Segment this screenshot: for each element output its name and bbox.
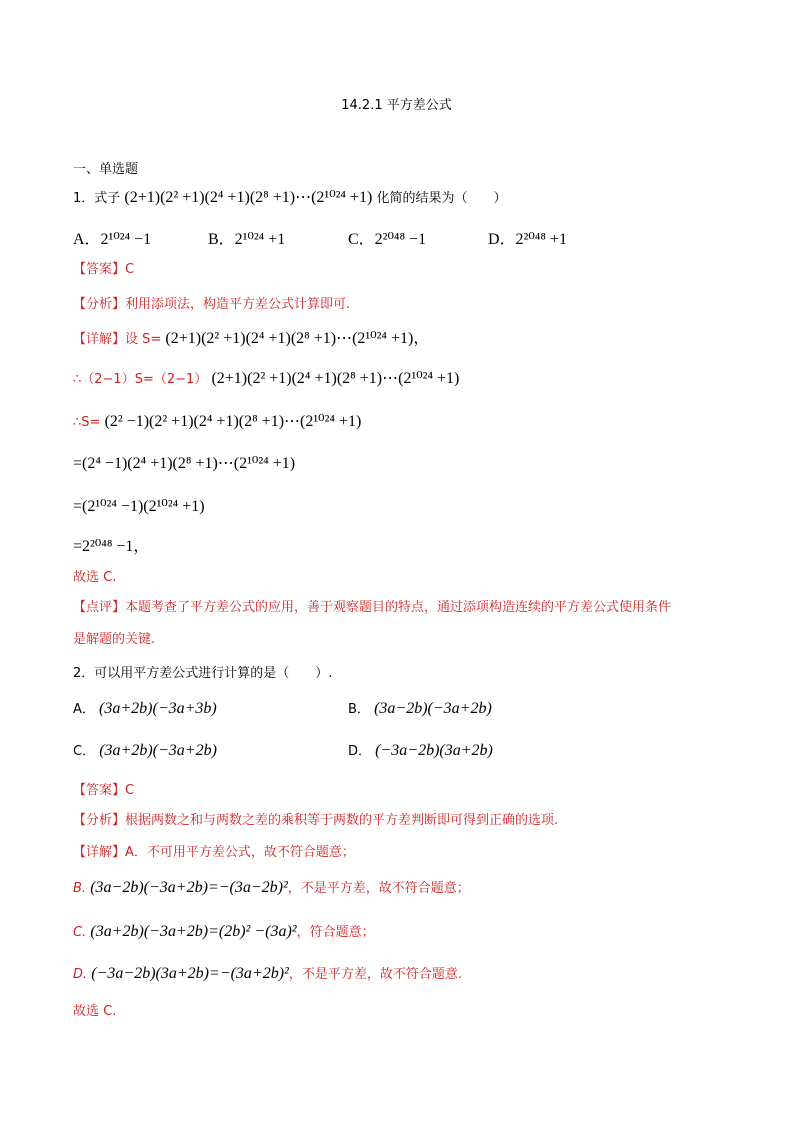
q2-detail-d-label: D. [73,967,88,982]
q2-detail: 【详解】A．不可用平方差公式，故不符合题意； [73,845,355,860]
q1-option-a: A．2¹⁰²⁴ −1 [73,231,152,248]
q2-detail-d-tail: ，不是平方差，故不符合题意. [288,967,462,982]
q1-option-b: B．2¹⁰²⁴ +1 [208,231,286,248]
q2-detail-b-tail: ，不是平方差，故不符合题意； [287,881,470,896]
question-2: 2．可以用平方差公式进行计算的是（ ）. [73,666,333,681]
q1-step-1-expression: (2+1)(2² +1)(2⁴ +1)(2⁸ +1)⋯(2¹⁰²⁴ +1) [211,370,460,387]
q2-option-b [348,699,492,720]
q2-option-b-expression: (3a−2b)(−3a+2b) [374,700,492,717]
q1-step-3: =(2⁴ −1)(2⁴ +1)(2⁸ +1)⋯(2¹⁰²⁴ +1) [73,455,296,472]
section-heading: 一、单选题 [73,162,139,177]
q2-detail-b [73,878,470,899]
q1-detail-label: 【详解】设 S= [73,332,162,347]
q2-option-a [73,699,217,720]
q2-detail-d-expression: (−3a−2b)(3a+2b)=−(3a+2b)² [91,965,289,982]
q1-detail-expression: (2+1)(2² +1)(2⁴ +1)(2⁸ +1)⋯(2¹⁰²⁴ +1)， [165,330,430,347]
q2-option-a-expression: (3a+2b)(−3a+3b) [99,700,217,717]
question-1-number: 1．式子 [73,191,121,206]
q1-choose: 故选 C. [73,570,117,585]
question-1-expression: (2+1)(2² +1)(2⁴ +1)(2⁸ +1)⋯(2¹⁰²⁴ +1) [124,189,373,206]
q2-detail-c-expression: (3a+2b)(−3a+2b)=(2b)² −(3a)² [90,923,297,940]
q2-detail-c-label: C. [73,925,87,940]
q1-comment-line-1: 【点评】本题考查了平方差公式的应用，善于观察题目的特点，通过添项构造连续的平方差公式使用条件 [73,600,672,615]
q2-detail-d [73,964,462,985]
q2-option-c [73,741,217,762]
question-1 [73,188,507,209]
q2-detail-b-label: B. [73,881,87,896]
q1-detail [73,329,429,350]
q1-answer: 【答案】C [73,262,135,277]
q1-step-1 [73,369,459,390]
q1-analysis: 【分析】利用添项法，构造平方差公式计算即可. [73,297,351,312]
q2-choose: 故选 C. [73,1004,117,1019]
q1-option-c: C．2²⁰⁴⁸ −1 [348,231,427,248]
q2-detail-b-expression: (3a−2b)(−3a+2b)=−(3a−2b)² [90,879,288,896]
q1-comment-line-2: 是解题的关键. [73,632,156,647]
q1-step-2 [73,412,361,433]
q2-answer: 【答案】C [73,783,135,798]
q1-step-4: =(2¹⁰²⁴ −1)(2¹⁰²⁴ +1) [73,498,205,515]
q2-option-d-expression: (−3a−2b)(3a+2b) [375,742,493,759]
q1-step-2-expression: (2² −1)(2² +1)(2⁴ +1)(2⁸ +1)⋯(2¹⁰²⁴ +1) [104,413,362,430]
q2-option-a-letter: A． [73,702,95,717]
q1-step-2-prefix: ∴S= [73,415,101,430]
q2-option-c-expression: (3a+2b)(−3a+2b) [99,742,217,759]
question-1-tail: 化简的结果为（ ） [376,191,507,206]
q1-option-d: D．2²⁰⁴⁸ +1 [488,231,567,248]
q1-step-5: =2²⁰⁴⁸ −1， [73,538,150,555]
q2-detail-c-tail: ，符合题意； [296,925,375,940]
q2-option-d [348,741,493,762]
q2-option-c-letter: C． [73,744,96,759]
q2-analysis: 【分析】根据两数之和与两数之差的乘积等于两数的平方差判断即可得到正确的选项. [73,813,559,828]
q2-detail-c [73,922,375,943]
page-title: 14.2.1 平方差公式 [341,98,452,113]
q2-option-d-letter: D． [348,744,372,759]
q1-step-1-prefix: ∴（2−1）S=（2−1） [73,372,208,387]
q2-option-b-letter: B． [348,702,370,717]
